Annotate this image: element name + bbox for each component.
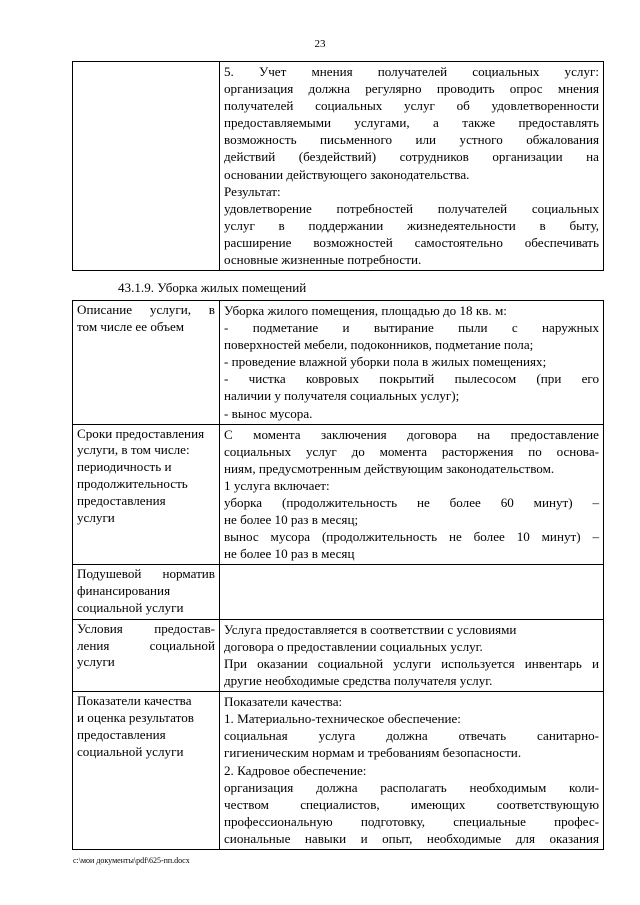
text-line: действий (бездействий) сотрудников организации на	[224, 149, 599, 165]
label-line: финансирования	[77, 583, 171, 599]
label-line: предоставления	[77, 726, 166, 742]
row-content-terms	[220, 424, 604, 565]
row-content-conditions	[220, 619, 604, 691]
label-line: предоставления	[77, 492, 166, 508]
text-line: расширение возможностей самостоятельно обеспечивать	[224, 234, 599, 250]
label-line: услуги	[77, 654, 115, 670]
page-number: 23	[314, 38, 326, 50]
text-line: основании действующего законодательства.	[224, 166, 470, 182]
row-label-conditions	[73, 619, 220, 691]
text-line: договора о предоставлении социальных услуг.	[224, 638, 483, 654]
text-line: услуг в поддержании жизнедеятельности в быту,	[224, 217, 599, 233]
text-line: организация должна регулярно проводить опрос мнения	[224, 81, 599, 97]
text-line: предоставляемыми услугами, а также предоставлять	[224, 115, 599, 131]
text-line: ниям, предусмотренным действующим законодательством.	[224, 460, 555, 476]
text-line: Услуга предоставляется в соответствии с условиями	[224, 621, 517, 637]
label-line: услуги	[77, 509, 115, 525]
table-row	[73, 301, 604, 425]
text-line: - чистка ковровых покрытий пылесосом (при его	[224, 371, 599, 387]
label-line: Условия предостав-	[77, 620, 215, 636]
row-content-financing	[220, 565, 604, 619]
text-line: социальная услуга должна отвечать санитарно-	[224, 728, 599, 744]
text-line: наличии у получателя социальных услуг);	[224, 388, 460, 404]
label-line: ления социальной	[77, 637, 215, 653]
label-line: Подушевой норматив	[77, 566, 215, 582]
label-line: том числе ее объем	[77, 318, 185, 334]
row-label-terms	[73, 424, 220, 565]
text-line: Результат:	[224, 183, 281, 199]
row-label-description	[73, 301, 220, 425]
table-row	[73, 62, 604, 271]
text-line: 5. Учет мнения получателей социальных услуг:	[224, 64, 599, 79]
text-line: 2. Кадровое обеспечение:	[224, 762, 367, 778]
text-line: чеством специалистов, имеющих соответствующую	[224, 796, 599, 812]
text-line: основные жизненные потребности.	[224, 252, 422, 268]
row-label-financing	[73, 565, 220, 619]
text-line: уборка (продолжительность не более 60 минут) –	[224, 495, 599, 511]
label-line: социальной услуги	[77, 600, 184, 615]
label-line: и оценка результатов	[77, 709, 194, 725]
label-line: периодичность и	[77, 459, 172, 475]
table-row	[73, 424, 604, 565]
text-line: сиональные навыки и опыт, необходимые для оказания	[224, 830, 599, 846]
table-row	[73, 692, 604, 850]
footer-file-path: c:\мои документы\pdf\625-пп.docx	[73, 856, 190, 865]
text-line: удовлетворение потребностей получателей социальных	[224, 200, 599, 216]
table-row	[73, 565, 604, 619]
text-line: - подметание и вытирание пыли с наружных	[224, 320, 599, 336]
text-line: получателей социальных услуг об удовлетворенности	[224, 98, 599, 114]
text-line: не более 10 раз в месяц;	[224, 512, 359, 528]
label-line: услуги, в том числе:	[77, 442, 190, 458]
text-line: не более 10 раз в месяц	[224, 546, 355, 562]
text-line: профессиональную подготовку, специальные профес-	[224, 813, 599, 829]
label-line: Сроки предоставления	[77, 425, 205, 441]
label-line: Показатели качества	[77, 693, 192, 709]
row-content-description	[220, 301, 604, 425]
section-heading: 43.1.9. Уборка жилых помещений	[118, 280, 307, 295]
table-row	[73, 619, 604, 691]
text-line: гигиеническим нормам и требованиям безопасности.	[224, 745, 522, 761]
text-line: возможность письменного или устного обжалования	[224, 132, 599, 148]
label-line: социальной услуги	[77, 743, 184, 759]
text-line: С момента заключения договора на предоставление	[224, 426, 599, 442]
text-line: При оказании социальной услуги используется инвентарь и	[224, 655, 599, 671]
label-line: Описание услуги, в	[77, 302, 215, 317]
quality-indicator-cell	[220, 62, 604, 271]
label-cell-empty	[73, 62, 220, 271]
text-line: Показатели качества:	[224, 694, 343, 710]
text-line: - вынос мусора.	[224, 405, 313, 421]
row-label-quality	[73, 692, 220, 850]
text-line: другие необходимые средства получателя услуг.	[224, 673, 493, 689]
row-content-quality	[220, 692, 604, 850]
text-line: - проведение влажной уборки пола в жилых помещениях;	[224, 354, 547, 370]
text-line: организация должна располагать необходимым коли-	[224, 779, 599, 795]
text-line: поверхностей мебели, подоконников, подметание пола;	[224, 337, 534, 353]
text-line: вынос мусора (продолжительность не более 10 минут) –	[224, 529, 599, 545]
text-line: Уборка жилого помещения, площадью до 18 кв. м:	[224, 303, 507, 318]
text-line: социальных услуг до момента расторжения по основа-	[224, 443, 599, 459]
text-line: 1. Материально-техническое обеспечение:	[224, 711, 461, 727]
label-line: продолжительность	[77, 476, 188, 492]
text-line: 1 услуга включает:	[224, 477, 330, 493]
service-description-table	[72, 300, 604, 850]
continued-service-table	[72, 61, 604, 271]
